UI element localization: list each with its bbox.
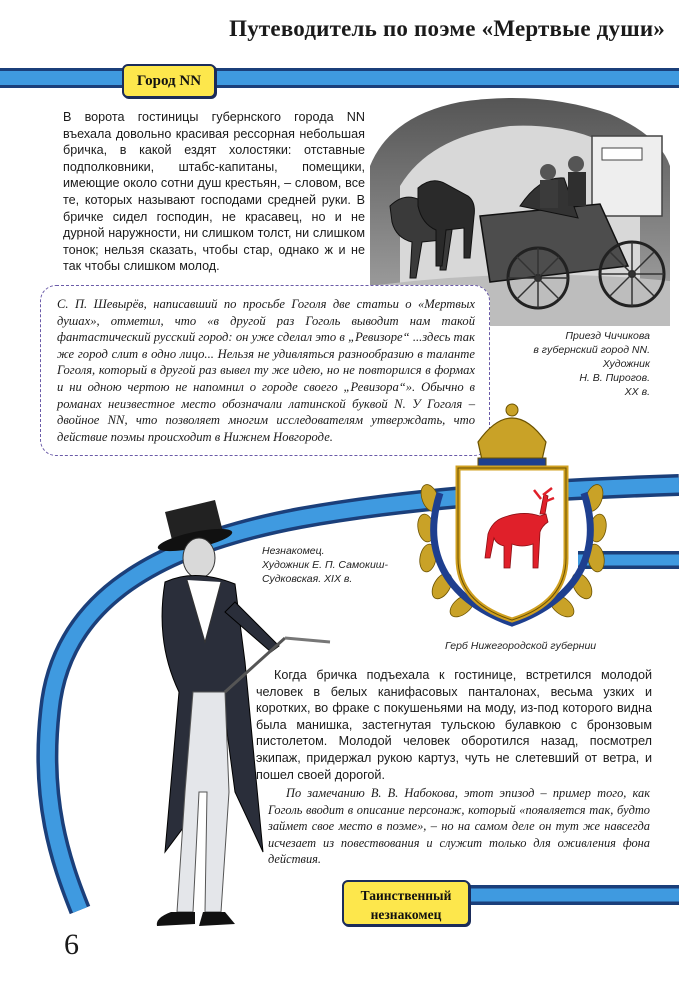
section-label-city-text: Город NN <box>136 73 202 89</box>
page-title: Путеводитель по поэме «Мертвые души» <box>229 16 665 41</box>
top-decorative-band <box>0 68 679 88</box>
shevyrev-quote-text: С. П. Шевырёв, написавший по просьбе Гоголя две статьи о «Мертвых душах», отметил, что «в другой раз Гоголь выводит нам такой фантастический русский город: он уже сделал это в „Ревизоре“ ...здесь так же город слит в одно лицо... Нельзя не удивляться разнообразию в таланте Гоголя, который в другой раз вывел ту же идею, но не повторился в формах и ни одною чертою не напомнил о городе своего „Ревизора“». Обычно в романах неизвестное место обозначали латинской буквой N. У Гоголя – двойное NN, что позволяет многим исследователям утверждать, что действие поэмы происходит в Нижнем Новгороде. <box>57 297 475 444</box>
section-label-stranger <box>342 880 470 926</box>
caption-line: XX в. <box>624 386 650 398</box>
section-label-stranger-line2: незнакомец <box>370 907 442 922</box>
caption-line: Незнакомец. <box>262 545 325 557</box>
caption-line: Художник <box>602 358 650 370</box>
city-paragraph: В ворота гостиницы губернского города NN въехала довольно красивая рессорная небольшая бричка, в какой ездят холостяки: отставные подполковники, штабс-капитаны, помещики, имеющие около сотни душ крестьян, – словом, все те, которых называют господами средней руки. В бричке сидел господин, не красавец, но и не дурной наружности, ни слишком толст, ни слишком тонок; нельзя сказать, чтобы стар, однако ж и не так чтобы слишком молод. <box>63 110 365 274</box>
coat-of-arms <box>412 398 612 638</box>
page-number: 6 <box>64 928 79 961</box>
section-label-stranger-line1: Таинственный <box>360 888 452 903</box>
nabokov-note: По замечанию В. В. Набокова, этот эпизод – пример того, как Гоголь вводит в описание персонаж, который «появляется так, будто займет свое место в поэме», – но на самом деле он тут же навсегда исчезает из повествования и служит только для оживления фона действия. <box>268 786 650 867</box>
caption-line: в губернский город NN. <box>533 344 650 356</box>
coat-of-arms-caption: Герб Нижегородской губернии <box>445 640 597 652</box>
caption-line: Судковская. XIX в. <box>262 573 353 585</box>
stranger-caption <box>262 544 412 586</box>
caption-line: Н. В. Пирогов. <box>579 372 650 384</box>
caption-line: Художник Е. П. Самокиш- <box>262 559 389 571</box>
section-label-city <box>122 64 216 98</box>
stranger-paragraph: Когда бричка подъехала к гостинице, встретился молодой человек в белых канифасовых панталонах, весьма узких и коротких, во фраке с покушеньями на моду, из-под которого видна была манишка, застегнутая тульскою булавкою с бронзовым пистолетом. Молодой человек оборотился назад, посмотрел экипаж, придержал рукою картуз, чуть не слетевший от ветра, и пошел своей дорогой. <box>256 668 652 782</box>
caption-line: Приезд Чичикова <box>565 330 650 342</box>
chichikov-illustration-caption <box>500 329 650 399</box>
